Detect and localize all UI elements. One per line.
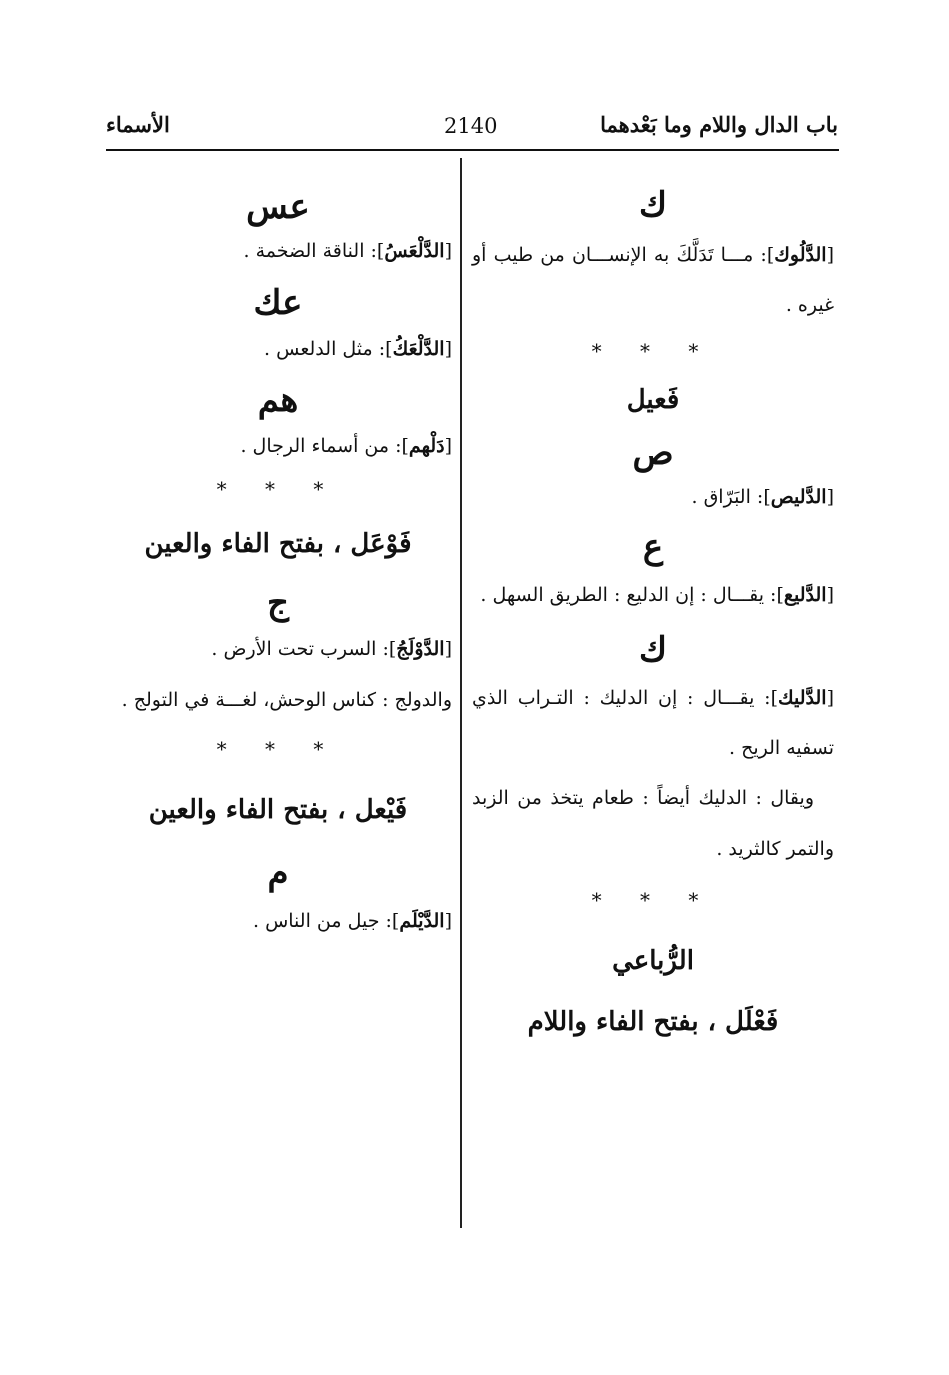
page-header [106, 112, 838, 152]
entry-definition: : البَرّاق . [691, 485, 764, 508]
page-number: 2140 [444, 114, 498, 138]
dictionary-entry: [دَلْهم]: من أسماء الرجال . [240, 434, 452, 457]
section-separator: * * * [216, 736, 340, 761]
column-divider [460, 158, 462, 1228]
pattern-heading: فَعْلَل ، بفتح الفاء واللام [527, 1007, 779, 1038]
entry-headword: الدَّلُوك [774, 244, 827, 266]
dictionary-entry: [الدَّليك]: يقـــال : إن الدليك : التـراب الذي تسفيه الريح . [472, 686, 834, 759]
letter-heading: ص [632, 432, 674, 473]
dictionary-entry: [الدَّوْلَجُ]: السرب تحت الأرض . [211, 638, 452, 661]
entry-headword: الدَّلْعَسُ [384, 240, 445, 262]
letter-heading: ك [638, 629, 668, 670]
dictionary-entry: [الدَّيْلَم]: جيل من الناس . [252, 910, 452, 933]
dictionary-entry: [الدَّلْعَكُ]: مثل الدلعس . [264, 338, 452, 361]
left-column [104, 170, 452, 946]
dictionary-entry: والدولج : كناس الوحش، لغـــة في التولج . [121, 688, 452, 711]
entry-definition: : مثل الدلعس . [264, 338, 386, 361]
letter-heading: م [267, 853, 289, 894]
dictionary-entry: [الدَّلْعَسُ]: الناقة الضخمة . [243, 240, 452, 262]
section-separator: * * * [216, 477, 340, 502]
entry-definition: : جيل من الناس . [252, 910, 392, 933]
section-separator: * * * [591, 887, 715, 912]
pattern-heading: فَعيل [626, 384, 680, 415]
right-column [472, 170, 834, 1038]
pattern-heading: فَوْعَل ، بفتح الفاء والعين [144, 529, 412, 560]
dictionary-entry: [الدَّليص]: البَرّاق . [691, 485, 834, 508]
chapter-title: باب الدال واللام وما بَعْدهما [600, 112, 838, 137]
section-heading: الرُّباعي [612, 945, 694, 976]
entry-definition: : مـــا تَدَلَّكَ به الإنســـان من طيب أو غيره . [472, 244, 834, 317]
entry-headword: الدَّليع [783, 584, 827, 607]
header-rule [106, 149, 839, 151]
entry-headword: الدَّليص [770, 485, 827, 508]
entry-definition: : الناقة الضخمة . [243, 240, 377, 262]
letter-heading: ك [638, 185, 668, 225]
entry-headword: الدَّلْعَكُ [392, 338, 445, 361]
letter-heading: عس [246, 187, 310, 227]
dictionary-entry: [الدَّليع]: يقـــال : إن الدليع : الطريق السهل . [480, 584, 834, 607]
dictionary-entry: ويقال : الدليك أيضاً : طعام يتخذ من الزبد والتمر كالثريد . [472, 787, 834, 860]
entry-headword: الدَّيْلَم [399, 910, 445, 933]
section-title: الأسماء [106, 112, 170, 137]
letter-heading: عك [253, 283, 303, 324]
letter-heading: ع [642, 527, 664, 568]
entry-headword: الدَّوْلَجُ [396, 638, 445, 661]
letter-heading: ج [267, 583, 289, 624]
dictionary-entry: [الدَّلُوك]: مـــا تَدَلَّكَ به الإنســـان من طيب أو غيره . [472, 244, 834, 317]
pattern-heading: فَيْعل ، بفتح الفاء والعين [148, 794, 408, 825]
entry-headword: الدَّليك [778, 686, 827, 709]
letter-heading: هم [257, 379, 299, 420]
section-separator: * * * [591, 338, 715, 363]
entry-headword: دَلْهم [408, 434, 445, 457]
entry-definition: : يقـــال : إن الدليع : الطريق السهل . [480, 584, 777, 607]
entry-definition: : من أسماء الرجال . [240, 434, 402, 457]
entry-definition: : السرب تحت الأرض . [211, 638, 389, 661]
entry-definition: : يقـــال : إن الدليك : التـراب الذي تسفيه الريح . [472, 686, 834, 759]
